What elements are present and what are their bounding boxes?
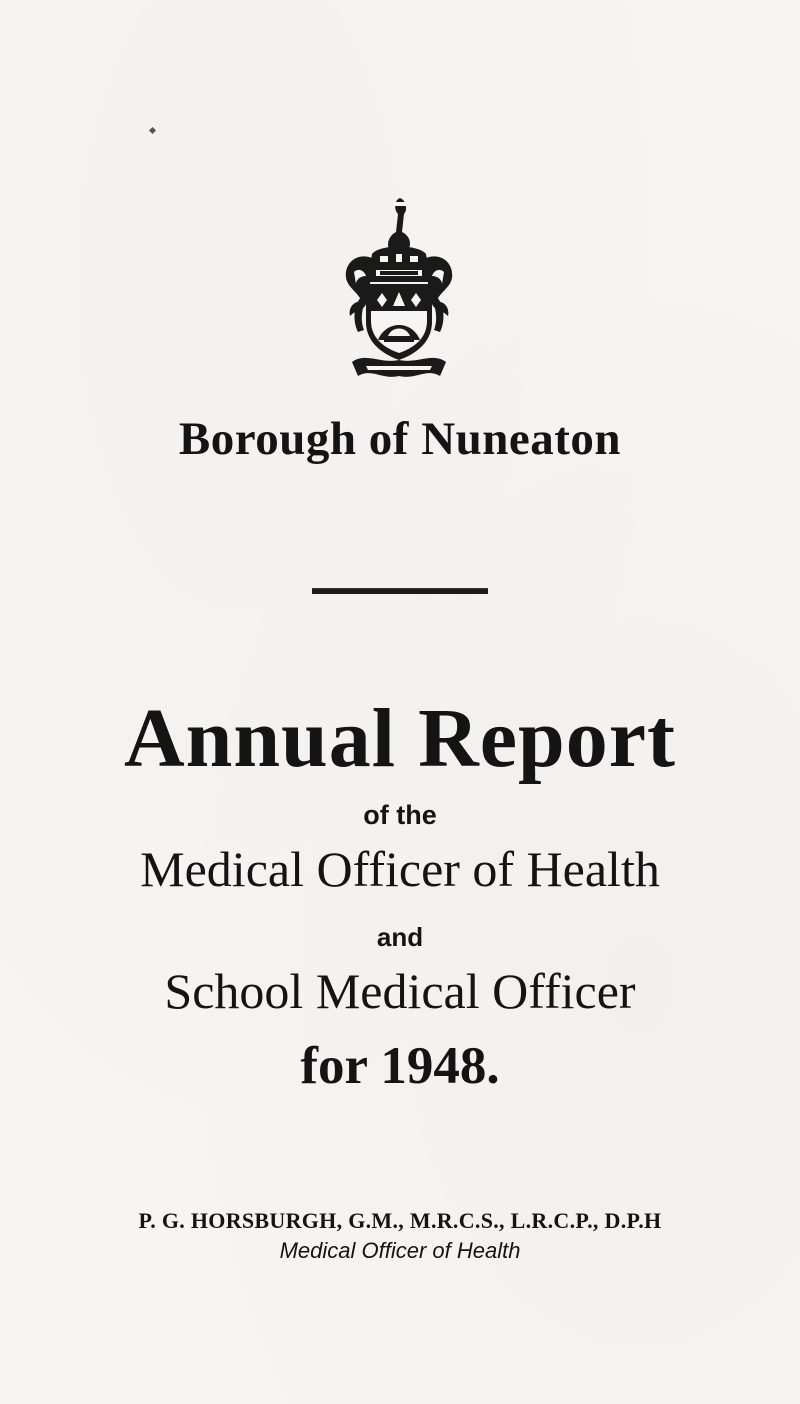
office-medical-officer-of-health: Medical Officer of Health [140,841,660,897]
and-text: and [376,922,424,952]
author-name: P. G. HORSBURGH, G.M., M.R.C.S., L.R.C.P., D.P.H [138,1208,662,1233]
of-the-text: of the [363,800,437,830]
report-title: Annual Report [123,692,677,785]
borough-heading: Borough of Nuneaton [178,413,622,465]
divider-rule [312,588,488,594]
author-role: Medical Officer of Health [279,1238,521,1263]
print-speck [149,127,156,134]
office-school-medical-officer: School Medical Officer [164,963,636,1019]
borough-coat-of-arms-icon [336,192,462,386]
report-year: for 1948. [300,1037,500,1095]
